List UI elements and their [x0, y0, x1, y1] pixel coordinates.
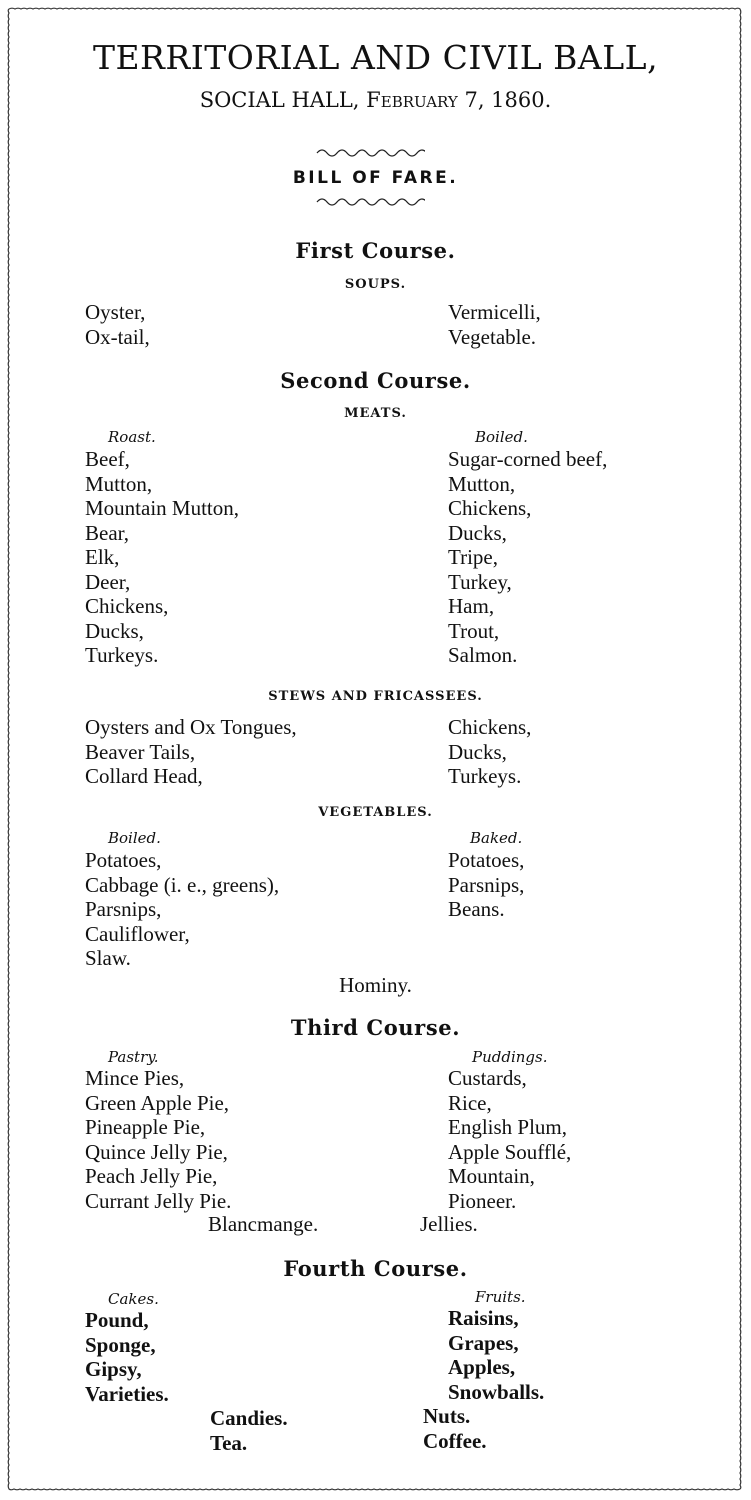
soups-right-list: [448, 300, 541, 349]
puddings-list: [448, 1066, 571, 1213]
list-item: Mutton,: [448, 471, 516, 496]
first-course-title: First Course.: [295, 238, 456, 263]
list-item: Potatoes,: [85, 848, 162, 872]
list-item: Rice,: [448, 1090, 492, 1115]
fruits-label: Fruits.: [475, 1288, 526, 1306]
nuts: Nuts.: [423, 1404, 471, 1428]
list-item: Collard Head,: [85, 764, 203, 788]
list-item: Trout,: [448, 618, 500, 643]
list-item: Custards,: [448, 1066, 527, 1090]
list-item: Green Apple Pie,: [85, 1090, 230, 1115]
list-item: Turkeys.: [85, 643, 159, 667]
list-item: Deer,: [85, 569, 131, 594]
stews-left-list: [85, 715, 297, 789]
list-item: Oyster,: [85, 300, 146, 324]
puddings-label: Puddings.: [472, 1048, 548, 1066]
list-item: Mountain Mutton,: [85, 496, 240, 520]
list-item: Parsnips,: [85, 897, 162, 921]
list-item: Ducks,: [448, 520, 507, 545]
list-item: Mutton,: [85, 471, 153, 496]
stews-right-list: [448, 715, 531, 789]
ornament-bottom: [315, 196, 425, 208]
list-item: Currant Jelly Pie.: [85, 1188, 232, 1213]
veg-boiled-list: [85, 848, 279, 971]
list-item: Beans.: [448, 897, 505, 921]
candies: Candies.: [210, 1406, 288, 1430]
list-item: Beef,: [85, 447, 130, 471]
list-item: Potatoes,: [448, 848, 525, 872]
list-item: Elk,: [85, 545, 120, 569]
list-item: Mountain,: [448, 1164, 535, 1188]
roast-label: Roast.: [108, 428, 156, 446]
blancmange: Blancmange.: [208, 1212, 319, 1236]
cakes-list: [85, 1308, 169, 1406]
boiled-label: Boiled.: [475, 428, 528, 446]
list-item: Tripe,: [448, 545, 498, 569]
list-item: English Plum,: [448, 1115, 568, 1139]
list-item: Vermicelli,: [448, 300, 541, 324]
list-item: Ducks,: [448, 739, 507, 764]
list-item: Raisins,: [448, 1306, 519, 1330]
event-place-date: [0, 88, 751, 112]
roast-list: [85, 447, 239, 668]
list-item: Chickens,: [85, 594, 169, 618]
list-item: Apple Soufflé,: [448, 1139, 572, 1164]
veg-boiled-label: Boiled.: [108, 829, 161, 847]
vegetables-label: VEGETABLES.: [318, 805, 433, 820]
boiled-list: [448, 447, 607, 668]
list-item: Bear,: [85, 520, 130, 545]
list-item: Ducks,: [85, 618, 144, 643]
list-item: Gipsy,: [85, 1357, 142, 1381]
list-item: Cabbage (i. e., greens),: [85, 872, 280, 897]
list-item: Mince Pies,: [85, 1066, 185, 1090]
cakes-label: Cakes.: [108, 1290, 159, 1308]
list-item: Pioneer.: [448, 1188, 517, 1213]
tea: Tea.: [210, 1431, 248, 1455]
bill-of-fare-heading: BILL OF FARE.: [292, 168, 459, 188]
jellies: Jellies.: [420, 1212, 478, 1236]
page-title: TERRITORIAL AND CIVIL BALL,: [92, 38, 659, 77]
list-item: Snowballs.: [448, 1379, 545, 1404]
soups-left-list: [85, 300, 150, 349]
list-item: Ham,: [448, 594, 495, 618]
pastry-list: [85, 1066, 231, 1213]
place: SOCIAL HALL,: [199, 88, 360, 112]
list-item: Turkeys.: [448, 764, 522, 788]
list-item: Parsnips,: [448, 872, 525, 897]
list-item: Pound,: [85, 1308, 149, 1332]
list-item: Pineapple Pie,: [85, 1115, 206, 1139]
list-item: Quince Jelly Pie,: [85, 1139, 228, 1164]
list-item: Slaw.: [85, 946, 131, 970]
list-item: Chickens,: [448, 715, 532, 739]
list-item: Cauliflower,: [85, 921, 190, 946]
hominy: Hominy.: [339, 973, 412, 997]
second-course-title: Second Course.: [280, 368, 471, 393]
fruits-list: [448, 1306, 544, 1404]
list-item: Salmon.: [448, 643, 518, 667]
list-item: Chickens,: [448, 496, 532, 520]
list-item: Peach Jelly Pie,: [85, 1164, 218, 1188]
list-item: Vegetable.: [448, 324, 537, 349]
veg-baked-list: [448, 848, 524, 922]
list-item: Ox-tail,: [85, 324, 150, 349]
list-item: Sponge,: [85, 1332, 156, 1357]
meats-label: MEATS.: [344, 406, 407, 421]
third-course-title: Third Course.: [290, 1015, 461, 1040]
stews-label: STEWS AND FRICASSEES.: [268, 689, 483, 704]
list-item: Beaver Tails,: [85, 739, 196, 764]
veg-baked-label: Baked.: [470, 829, 523, 847]
list-item: Varieties.: [85, 1381, 169, 1406]
list-item: Sugar-corned beef,: [448, 447, 608, 471]
list-item: Apples,: [448, 1355, 516, 1379]
ornament-top: [315, 147, 425, 159]
list-item: Grapes,: [448, 1330, 519, 1355]
date-rest: 7, 1860.: [464, 88, 552, 112]
coffee: Coffee.: [423, 1429, 487, 1453]
list-item: Turkey,: [448, 569, 512, 594]
pastry-label: Pastry.: [108, 1048, 159, 1066]
list-item: Oysters and Ox Tongues,: [85, 715, 297, 739]
soups-label: SOUPS.: [344, 277, 407, 292]
date-month: February: [366, 88, 458, 112]
fourth-course-title: Fourth Course.: [283, 1256, 468, 1281]
